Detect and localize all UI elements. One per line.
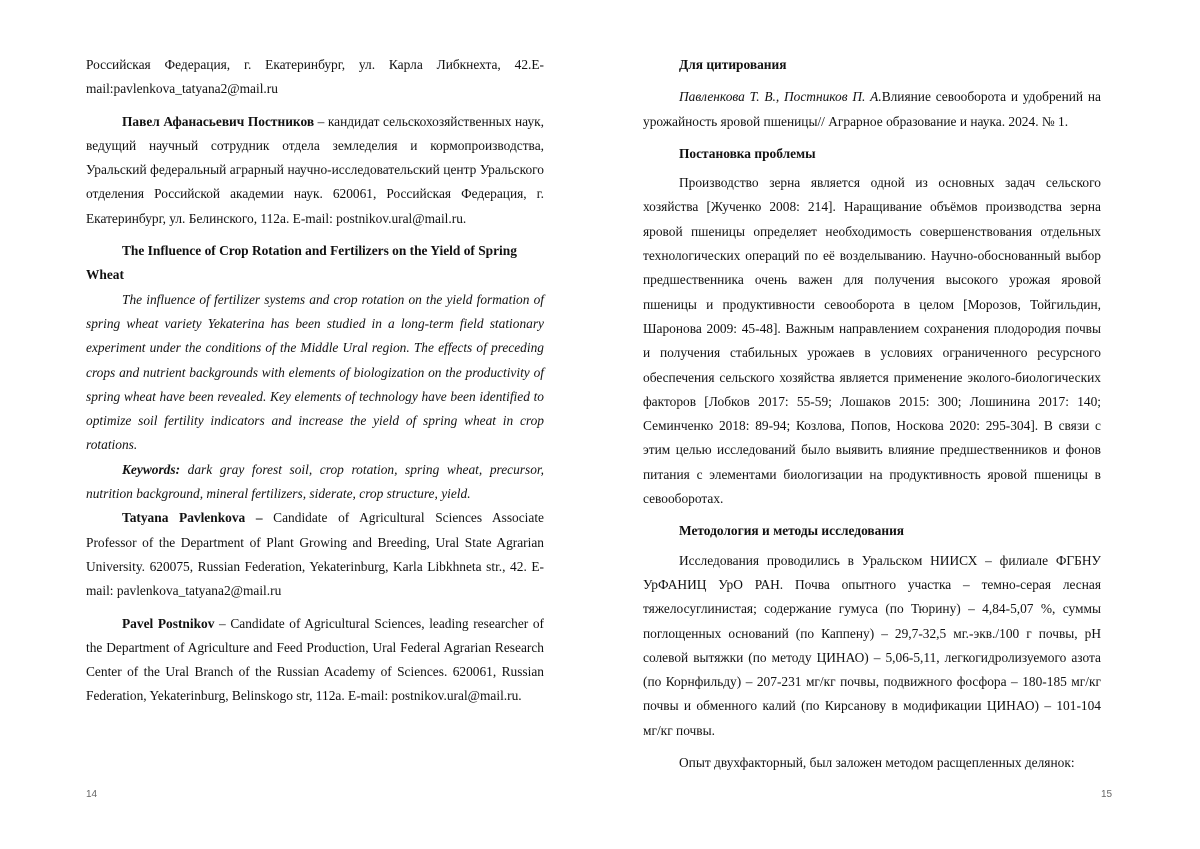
- problem-text: Производство зерна является одной из основных задач сельского хозяйства [Жученко 2008: 214]. Наращивание объёмов производства зерна яровой пшеницы определяет необходимость совершенствования отдельных технологических операций по её возделыванию. Научно-обоснованный выбор предшественника очень важен для получения высокого урожая яровой пшеницы и продуктивности севооборота в целом [Морозов, Тойгильдин, Шаронова 2009: 45-48]. Важным направлением сохранения плодородия почвы и получения стабильных урожаев в условиях ограниченного ресурсного обеспечения сельского хозяйства является применение эколого-биологических факторов [Лобков 2017: 55-59; Лошаков 2015: 300; Лошинина 2017: 140; Семинченко 2018: 89-94; Козлова, Попов, Носкова 2020: 295-304]. В связи с этим целью исследований было выявить влияние предшественников и фонов питания с элементами биологизации на продуктивность яровой пшеницы в севооборотах.: [643, 175, 1101, 507]
- right-page-number: 15: [1101, 789, 1113, 800]
- author2-en-name: Pavel Postnikov: [122, 615, 215, 631]
- author1-en-name: Tatyana Pavlenkova –: [122, 510, 263, 526]
- citation-authors: Павленкова Т. В., Постников П. А.: [679, 89, 882, 105]
- left-column: [86, 53, 544, 709]
- citation-paragraph: [643, 85, 1101, 134]
- methods-text: Исследования проводились в Уральском НИИСХ – филиале ФГБНУ УрФАНИЦ УрО РАН. Почва опытного участка – темно-серая лесная тяжелосуглинистая; содержание гумуса (по Тюрину) – 4,84-5,07 %, суммы поглощенных оснований (по Каппену) – 29,7-32,5 мг.-экв./100 г почвы, рН солевой вытяжки (по методу ЦИНАО) – 5,06-5,11, легкогидролизуемого азота (по Корнфильду) – 207-231 мг/кг почвы, подвижного фосфора – 180-185 мг/кг почвы и обменного калий (по Кирсанову в модификации ЦИНАО) – 101-104 мг/кг почвы.: [643, 552, 1101, 738]
- citation-text: Влияние севооборота и удобрений на урожайность яровой пшеницы// Аграрное образование и наука. 2024. № 1.: [643, 89, 1101, 129]
- author2-ru-name: Павел Афанасьевич Постников: [122, 113, 315, 129]
- left-page-number: 14: [86, 789, 98, 800]
- keywords-paragraph: [86, 458, 544, 507]
- author2-en-text: – Candidate of Agricultural Sciences, leading researcher of the Department of Agriculture and Feed Production, Ural Federal Agrarian Research Center of the Ural Branch of the Russian Academy of Sciences. 620061, Russian Federation, Yekaterinburg, Belinskogo str, 112a. E-mail: postnikov.ural@mail.ru.: [86, 615, 545, 704]
- right-page: [643, 0, 1101, 849]
- experiment-text: Опыт двухфакторный, был заложен методом расщепленных делянок:: [679, 755, 1075, 771]
- author2-en-paragraph: [86, 612, 544, 709]
- methods-heading: Методология и методы исследования: [679, 523, 905, 539]
- author1-en-text: Candidate of Agricultural Sciences Associate Professor of the Department of Plant Growing and Breeding, Ural State Agrarian University. 620075, Russian Federation, Yekaterinburg, Karla Libkhneta str., 42. E-mail: pavlenkova_tatyana2@mail.ru: [86, 510, 544, 599]
- problem-heading: Постановка проблемы: [679, 145, 816, 161]
- author2-ru-paragraph: [86, 110, 544, 231]
- abstract-en: The influence of fertilizer systems and crop rotation on the yield formation of spring wheat variety Yekaterina has been studied in a long-term field stationary experiment under the conditions of the Middle Ural region. The effects of preceding crops and nutrient backgrounds with elements of biologization on the productivity of spring wheat have been revealed. Key elements of technology have been identified to optimize soil fertility indicators and increase the yield of spring wheat in crop rotations.: [86, 291, 544, 453]
- keywords-label: Keywords:: [122, 461, 181, 477]
- left-page: [86, 0, 544, 849]
- citation-heading: Для цитирования: [679, 57, 787, 72]
- address-continuation: Российская Федерация, г. Екатеринбург, ул. Карла Либкнехта, 42.E-mail:pavlenkova_tatyana2@mail.ru: [86, 57, 544, 97]
- author1-en-paragraph: [86, 506, 544, 603]
- right-column: [643, 53, 1101, 775]
- keywords-text: dark gray forest soil, crop rotation, spring wheat, precursor, nutrition background, mineral fertilizers, siderate, crop structure, yield.: [86, 461, 544, 502]
- article-title-en: The Influence of Crop Rotation and Fertilizers on the Yield of Spring Wheat: [86, 243, 517, 283]
- author2-ru-text: – кандидат сельскохозяйственных наук, ведущий научный сотрудник отдела земледелия и кормопроизводства, Уральский федеральный аграрный научно-исследовательский центр Уральского отделения Российской академии наук. 620061, Российская Федерация, г. Екатеринбург, ул. Белинского, 112а. E-mail: postnikov.ural@mail.ru.: [86, 113, 544, 226]
